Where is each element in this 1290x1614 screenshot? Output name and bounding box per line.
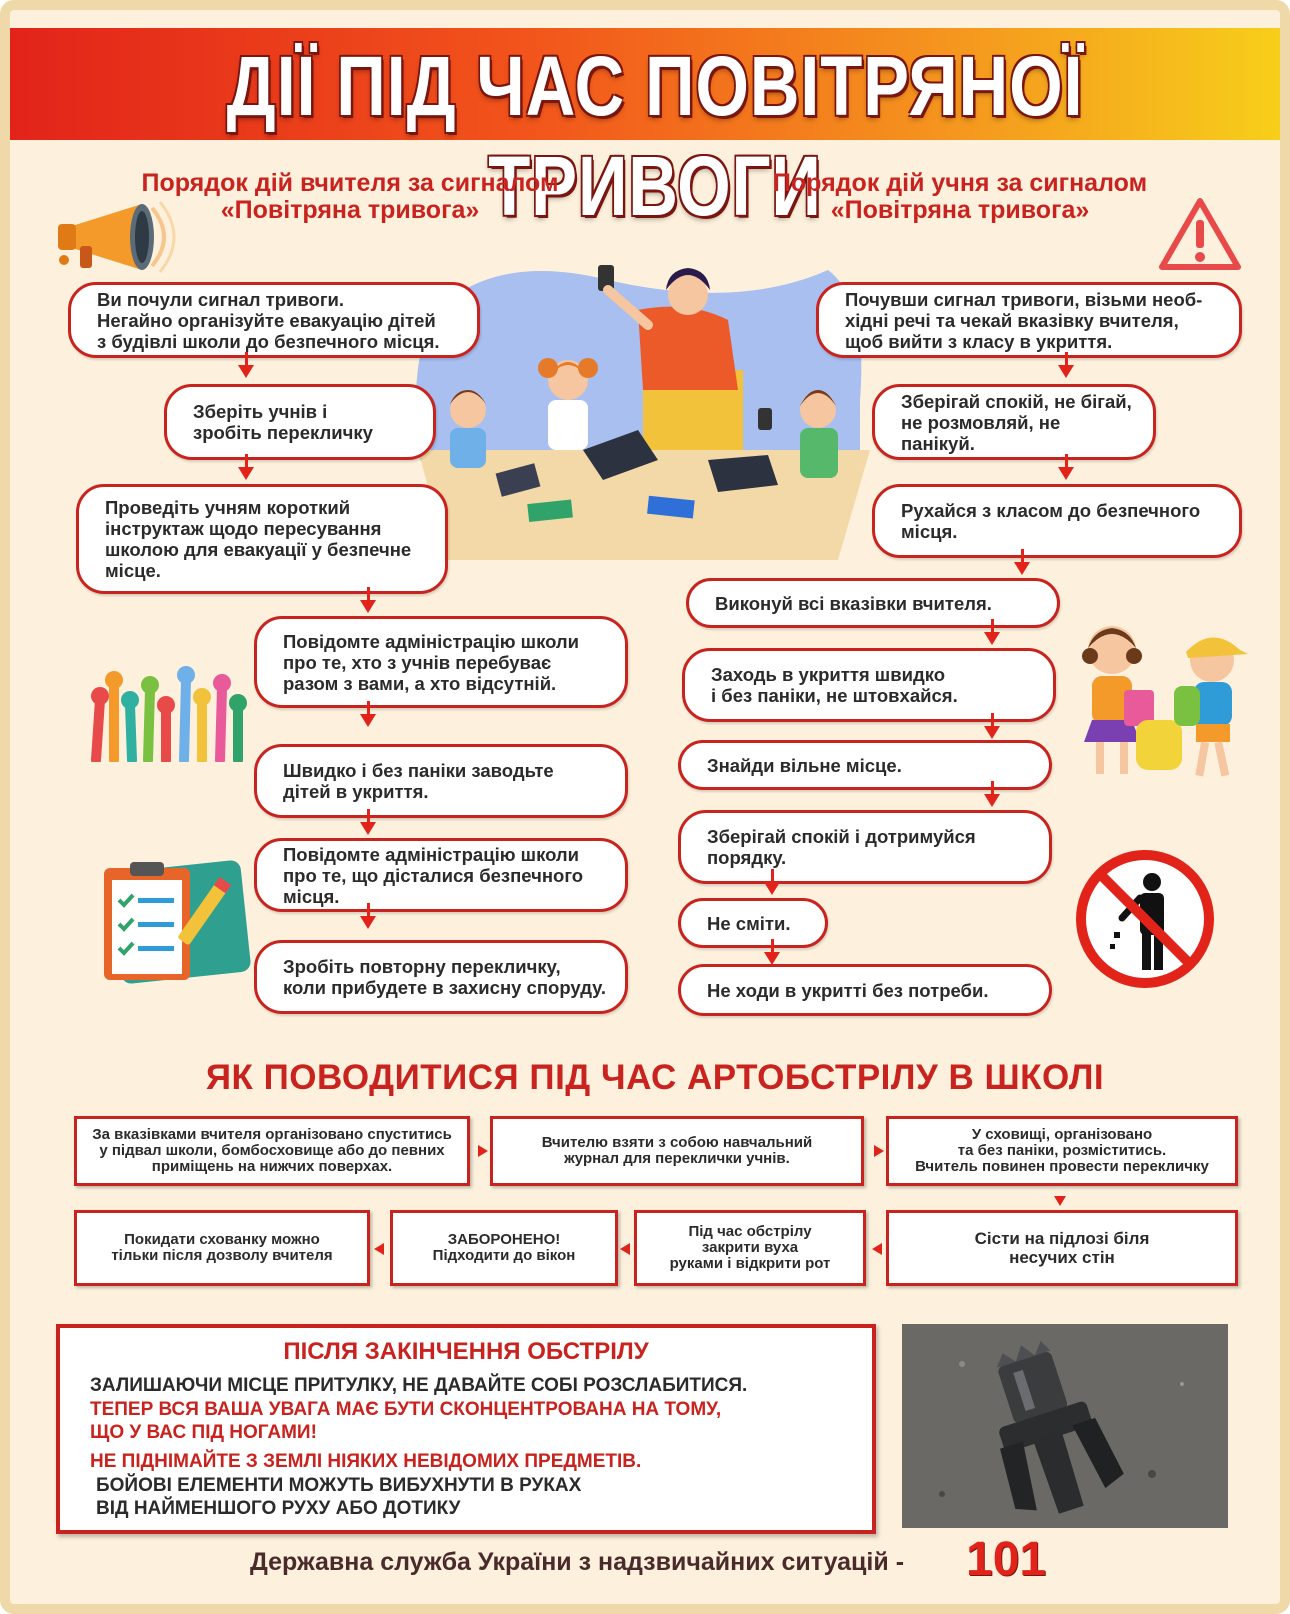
shelling-arrow-6 [374, 1243, 384, 1255]
teacher-step-1: Ви почули сигнал тривоги. Негайно організуйте евакуацію дітей з будівлі школи до безпечного місця. [68, 282, 480, 358]
student-arrow-2 [1058, 467, 1074, 480]
teacher-step-6: Повідомте адміністрацію школи про те, що дісталися безпечного місця. [254, 838, 628, 912]
emergency-number: 101 [966, 1533, 1047, 1586]
shelling-arrow-4 [872, 1243, 882, 1255]
student-arrow-5 [984, 726, 1000, 739]
raised-hands-icon [86, 660, 256, 762]
shelling-arrow-3 [1054, 1196, 1066, 1206]
student-step-3: Рухайся з класом до безпечного місця. [872, 484, 1242, 558]
shelling-step-1: За вказівками вчителя організовано спуститись у підвал школи, бомбосховище або до певних приміщень на нижчих поверхах. [74, 1116, 470, 1186]
checklist-icon [86, 858, 256, 988]
footer-text: Державна служба України з надзвичайних ситуацій - [250, 1548, 905, 1576]
unexploded-shell-photo [902, 1324, 1228, 1528]
teacher-arrow-6 [360, 916, 376, 929]
teacher-arrow-1 [238, 365, 254, 378]
student-arrow-1 [1058, 365, 1074, 378]
after-shelling-panel [56, 1324, 876, 1534]
page-title: ДІЇ ПІД ЧАС ПОВІТРЯНОЇ ТРИВОГИ [226, 39, 1084, 233]
student-arrow-6 [984, 794, 1000, 807]
shelling-step-6: ЗАБОРОНЕНО! Підходити до вікон [390, 1210, 618, 1286]
student-step-6: Знайди вільне місце. [678, 740, 1052, 790]
teacher-step-7: Зробіть повторну перекличку, коли прибудете в захисну споруду. [254, 940, 628, 1014]
student-step-2: Зберігай спокій, не бігай, не розмовляй, не панікуй. [872, 384, 1156, 460]
teacher-step-5: Швидко і без паніки заводьте дітей в укриття. [254, 744, 628, 818]
shelling-step-2: Вчителю взяти з собою навчальний журнал для переклички учнів. [490, 1116, 864, 1186]
shelling-arrow-5 [620, 1243, 630, 1255]
teacher-step-4: Повідомте адміністрацію школи про те, хто з учнів перебуває разом з вами, а хто відсутній. [254, 616, 628, 708]
shelling-step-4: Сісти на підлозі біля несучих стін [886, 1210, 1238, 1286]
shelling-arrow-1 [478, 1145, 488, 1157]
teacher-step-3: Проведіть учням короткий інструктаж щодо пересування школою для евакуації у безпечне місце. [76, 484, 448, 594]
no-littering-icon [1074, 848, 1216, 990]
shelling-step-7: Покидати схованку можно тільки після дозволу вчителя [74, 1210, 370, 1286]
shelling-heading: ЯК ПОВОДИТИСЯ ПІД ЧАС АРТОБСТРІЛУ В ШКОЛІ [205, 1058, 1105, 1097]
teacher-arrow-5 [360, 822, 376, 835]
classroom-illustration [408, 240, 880, 560]
shelling-step-3: У сховищі, організовано та без паніки, розміститись. Вчитель повинен провести перекличку [886, 1116, 1238, 1186]
student-step-4: Виконуй всі вказівки вчителя. [686, 578, 1060, 628]
after-line-4: БОЙОВІ ЕЛЕМЕНТИ МОЖУТЬ ВИБУХНУТИ В РУКАХ ВІД НАЙМЕНШОГО РУХУ АБО ДОТИКУ [96, 1475, 582, 1519]
student-step-7: Зберігай спокій і дотримуйся порядку. [678, 810, 1052, 884]
student-step-8: Не сміти. [678, 898, 828, 948]
after-heading: ПІСЛЯ ЗАКІНЧЕННЯ ОБСТРІЛУ [283, 1338, 649, 1365]
student-arrow-3 [1014, 562, 1030, 575]
shelling-step-5: Під час обстрілу закрити вуха руками і відкрити рот [634, 1210, 866, 1286]
after-line-3: НЕ ПІДНІМАЙТЕ З ЗЕМЛІ НІЯКИХ НЕВІДОМИХ ПРЕДМЕТІВ. [90, 1451, 642, 1472]
schoolchildren-illustration [1062, 620, 1260, 786]
student-step-1: Почувши сигнал тривоги, візьми необ- хідні речі та чекай вказівку вчителя, щоб вийти з класу в укриття. [816, 282, 1242, 358]
megaphone-icon [50, 198, 182, 276]
warning-triangle-icon [1158, 196, 1242, 272]
student-heading: Порядок дій учня за сигналом «Повітряна тривога» [772, 169, 1148, 224]
student-step-5: Заходь в укриття швидко і без паніки, не штовхайся. [682, 648, 1056, 722]
shelling-arrow-2 [874, 1145, 884, 1157]
student-step-9: Не ходи в укритті без потреби. [678, 964, 1052, 1016]
student-arrow-4 [984, 632, 1000, 645]
teacher-heading: Порядок дій вчителя за сигналом «Повітряна тривога» [141, 169, 559, 224]
teacher-step-2: Зберіть учнів і зробіть перекличку [164, 384, 436, 460]
teacher-arrow-4 [360, 714, 376, 727]
after-line-1: ЗАЛИШАЮЧИ МІСЦЕ ПРИТУЛКУ, НЕ ДАВАЙТЕ СОБІ РОЗСЛАБИТИСЯ. [90, 1375, 748, 1396]
after-line-2: ТЕПЕР ВСЯ ВАША УВАГА МАЄ БУТИ СКОНЦЕНТРОВАНА НА ТОМУ, ЩО У ВАС ПІД НОГАМИ! [90, 1399, 722, 1443]
teacher-arrow-3 [360, 600, 376, 613]
teacher-arrow-2 [238, 467, 254, 480]
student-arrow-7 [764, 882, 780, 895]
